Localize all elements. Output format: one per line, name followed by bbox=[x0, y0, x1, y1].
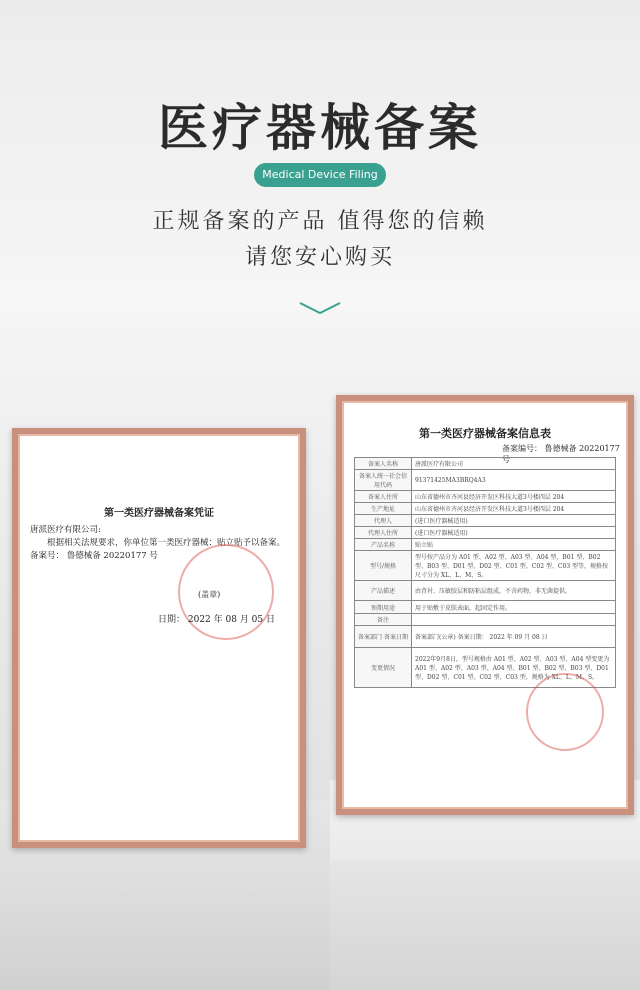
table-row bbox=[355, 491, 616, 503]
left-certificate-frame bbox=[12, 428, 306, 848]
left-doc-seal-label: (盖章) bbox=[198, 590, 221, 599]
table-value: 备案部门(公章) 备案日期： 2022 年 09 月 08 日 bbox=[412, 626, 616, 648]
table-key: 生产地址 bbox=[355, 503, 412, 515]
page-title: 医疗器械备案 bbox=[158, 99, 482, 157]
table-key: 代理人住所 bbox=[355, 527, 412, 539]
table-value: 型号按产品分为 A01 型、A02 型、A03 型、A04 型、B01 型、B02 型、B03 型、D01 型、D02 型、C01 型、C02 型、C03 型等，规格按尺寸分为 XL、L、M、S。 bbox=[412, 551, 616, 581]
left-doc-title: 第一类医疗器械备案凭证 bbox=[104, 508, 214, 519]
table-value: 唐派医疗有限公司 bbox=[412, 458, 616, 470]
table-row bbox=[355, 470, 616, 491]
table-key: 变更情况 bbox=[355, 648, 412, 688]
table-row bbox=[355, 527, 616, 539]
table-row bbox=[355, 503, 616, 515]
table-value: 由背衬、压敏胶层和防粘层组成。不含药物，非无菌提供。 bbox=[412, 581, 616, 601]
right-doc-number: 备案编号： 鲁德械备 20220177 号 bbox=[502, 444, 620, 464]
table-row bbox=[355, 458, 616, 470]
right-doc-title: 第一类医疗器械备案信息表 bbox=[419, 427, 551, 440]
table-key: 产品名称 bbox=[355, 539, 412, 551]
filing-info-table bbox=[354, 457, 616, 688]
table-value: 山东省德州市齐河县经济开发区科技大道3号楼四层 204 bbox=[412, 503, 616, 515]
official-seal bbox=[526, 673, 604, 751]
table-key: 备案人统一社会信用代码 bbox=[355, 470, 412, 491]
slogan-line-1: 正规备案的产品 值得您的信赖 bbox=[152, 209, 488, 234]
right-certificate-frame bbox=[336, 395, 634, 815]
table-key: 备案人名称 bbox=[355, 458, 412, 470]
table-key: 预期用途 bbox=[355, 601, 412, 614]
table-row bbox=[355, 581, 616, 601]
chevron-down-icon bbox=[298, 300, 342, 316]
left-doc-recipient: 唐派医疗有限公司: bbox=[30, 525, 101, 535]
table-value: 91371425MA3BRQ4A3 bbox=[412, 470, 616, 491]
right-base bbox=[0, 860, 640, 990]
official-seal bbox=[178, 544, 274, 640]
table-value: (进口医疗器械适用) bbox=[412, 515, 616, 527]
table-value: 贴立贴 bbox=[412, 539, 616, 551]
table-key: 型号/规格 bbox=[355, 551, 412, 581]
table-value: (进口医疗器械适用) bbox=[412, 527, 616, 539]
table-row bbox=[355, 539, 616, 551]
table-key: 备案人住所 bbox=[355, 491, 412, 503]
table-row bbox=[355, 551, 616, 581]
table-row bbox=[355, 601, 616, 614]
filing-pill: Medical Device Filing bbox=[254, 163, 386, 187]
slogan-line-2: 请您安心购买 bbox=[244, 245, 395, 270]
left-doc-text: 根据相关法规要求，你单位第一类医疗器械：贴立贴予以备案。备案号： 鲁德械备 20220177 号 bbox=[30, 538, 286, 561]
table-key: 代理人 bbox=[355, 515, 412, 527]
table-key: 产品描述 bbox=[355, 581, 412, 601]
table-value: 用于贴敷于皮肤表面，起固定作用。 bbox=[412, 601, 616, 614]
table-row bbox=[355, 515, 616, 527]
table-row bbox=[355, 626, 616, 648]
table-value bbox=[412, 614, 616, 626]
table-value: 2022年9月8日，型号规格由 A01 型、A02 型、A03 型、A04 型变更为 A01 型、A02 型、A03 型、A04 型、B01 型、B02 型、B03 型、D01 型、D02 型、C01 型、C02 型、C03 型，规格为 XL、L、M、S。 bbox=[412, 648, 616, 688]
table-key: 备注 bbox=[355, 614, 412, 626]
left-doc-date: 日期： 2022 年 08 月 05 日 bbox=[158, 615, 275, 625]
table-value: 山东省德州市齐河县经济开发区科技大道3号楼四层 204 bbox=[412, 491, 616, 503]
table-key: 备案部门 备案日期 bbox=[355, 626, 412, 648]
table-row bbox=[355, 614, 616, 626]
